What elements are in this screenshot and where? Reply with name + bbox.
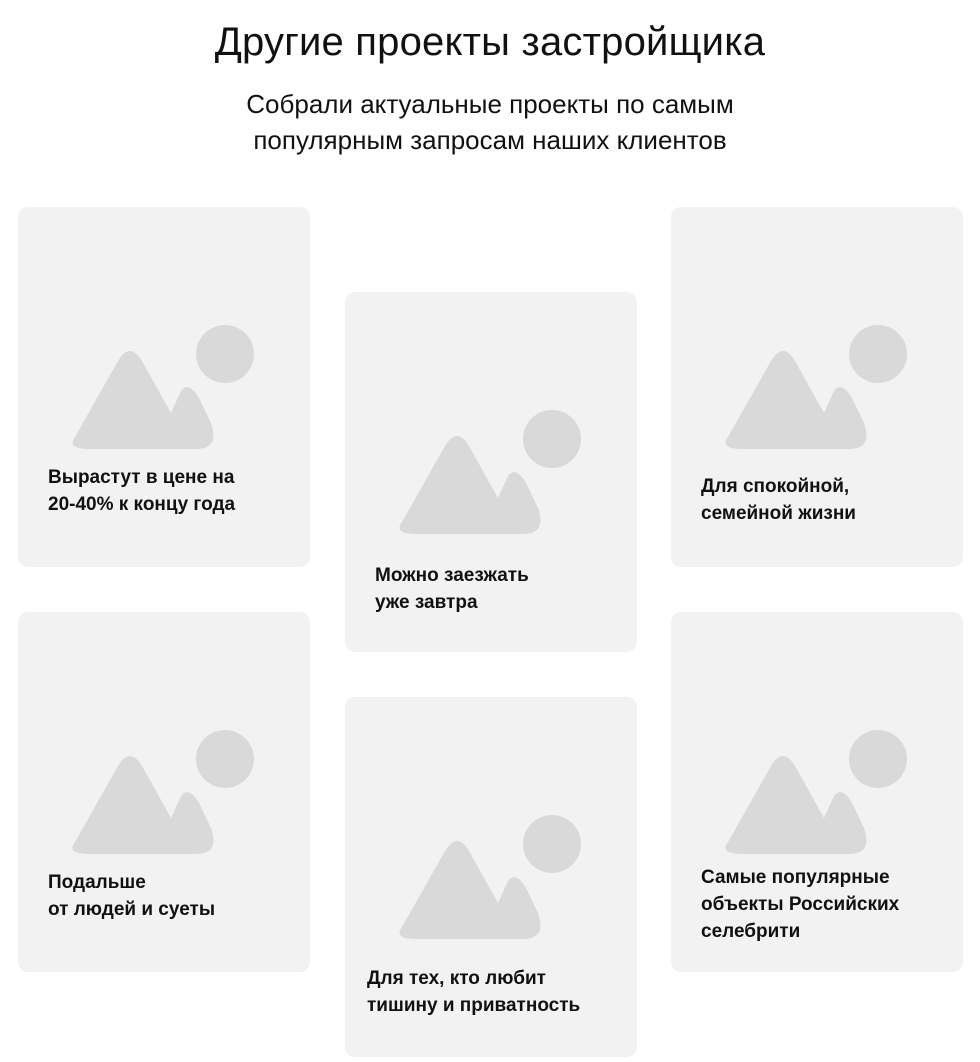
image-placeholder-icon [399,410,582,536]
card-caption: Самые популярные объекты Российских селебрити [701,867,900,942]
image-placeholder-icon [72,730,255,856]
page-title: Другие проекты застройщика [214,20,766,64]
card-caption: Подальше от людей и суеты [48,872,216,920]
card-caption: Для спокойной, семейной жизни [701,476,856,524]
card-caption: Для тех, кто любит тишину и приватность [367,968,581,1016]
page-subtitle [0,86,980,158]
project-card-family-life[interactable] [671,207,963,567]
subtitle-line: Собрали актуальные проекты по самым [246,89,734,119]
image-placeholder-icon [725,325,908,451]
image-placeholder-icon [399,815,582,941]
subtitle-line: популярным запросам наших клиентов [253,125,727,155]
card-caption: Вырастут в цене на 20-40% к концу года [48,467,236,515]
image-placeholder-icon [725,730,908,856]
project-card-silence-privacy[interactable] [345,697,637,1057]
project-card-price-growth[interactable] [18,207,310,567]
image-placeholder-icon [72,325,255,451]
card-caption: Можно заезжать уже завтра [375,565,529,613]
project-card-celebrity-objects[interactable] [671,612,963,972]
project-card-away-from-people[interactable] [18,612,310,972]
project-card-move-in-tomorrow[interactable] [345,292,637,652]
